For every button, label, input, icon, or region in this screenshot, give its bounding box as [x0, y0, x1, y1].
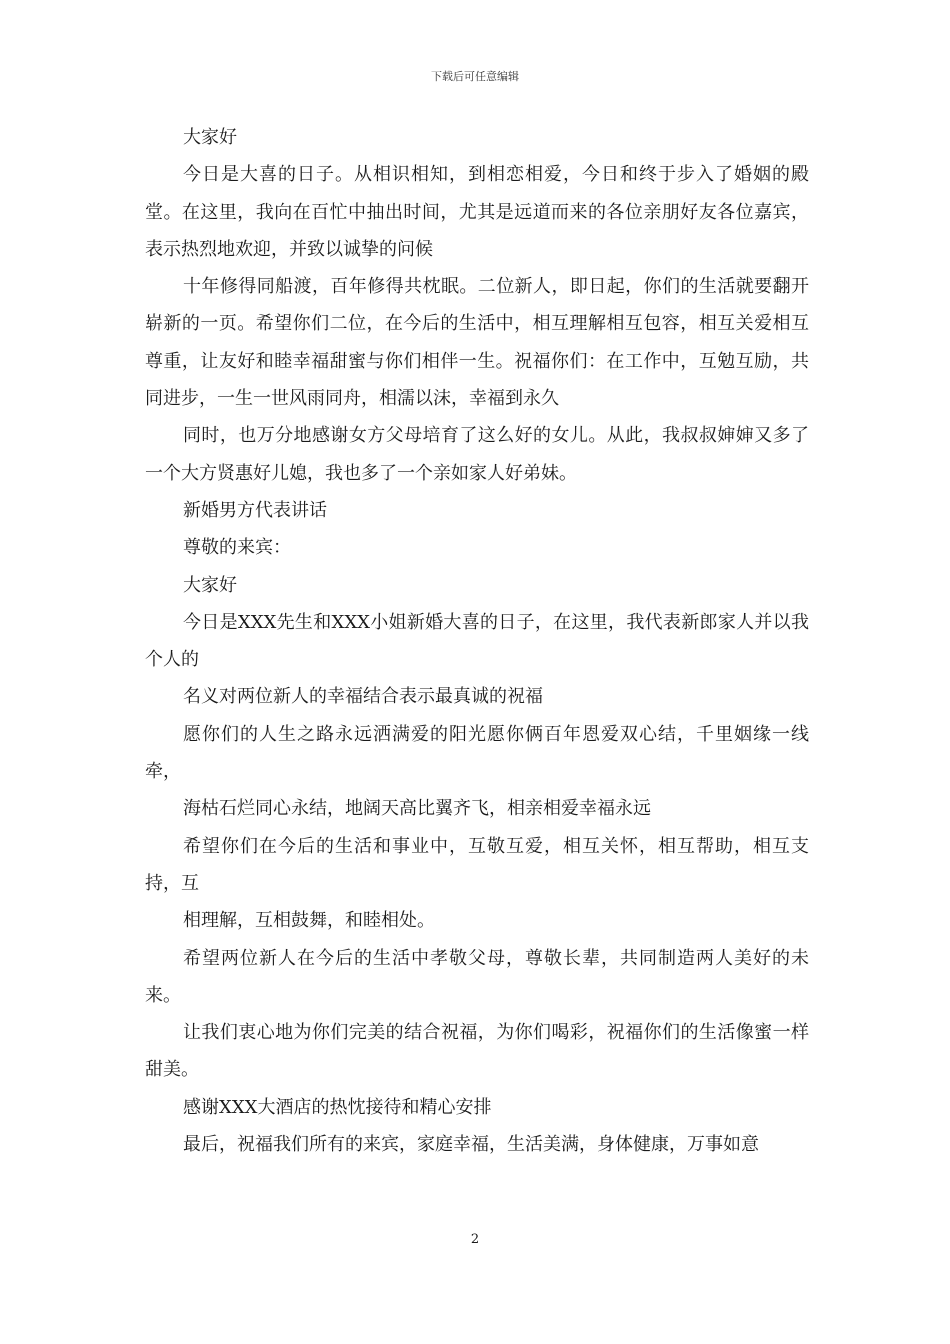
paragraph: 尊敬的来宾：: [183, 537, 291, 559]
paragraph: 海枯石烂同心永结，地阔天高比翼齐飞，相亲相爱幸福永远: [183, 798, 651, 820]
page-number: 2: [470, 1232, 480, 1247]
document-body: [145, 119, 809, 1163]
paragraph: 十年修得同船渡，百年修得共枕眠。二位新人，即日起，你们的生活就要翻开崭新的一页。希望你们二位，在今后的生活中，相互理解相互包容，相互关爱相互尊重，让友好和睦幸福甜蜜与你们相伴一生。祝福你们：在工作中，互勉互励，共同进步，一生一世风雨同舟，相濡以沫，幸福到永久: [145, 276, 809, 410]
paragraph: 大家好: [183, 574, 237, 596]
paragraph: 今日是XXX先生和XXX小姐新婚大喜的日子，在这里，我代表新郎家人并以我个人的: [145, 611, 809, 671]
paragraph: 大家好: [183, 127, 237, 148]
paragraph: 新婚男方代表讲话: [183, 499, 327, 521]
paragraph: 让我们衷心地为你们完美的结合祝福，为你们喝彩，祝福你们的生活像蜜一样甜美。: [145, 1022, 809, 1081]
page-header: 下载后可任意编辑: [431, 70, 519, 83]
paragraph: 同时，也万分地感谢女方父母培育了这么好的女儿。从此，我叔叔婶婶又多了一个大方贤惠好儿媳，我也多了一个亲如家人好弟妹。: [145, 425, 809, 484]
paragraph: 希望两位新人在今后的生活中孝敬父母，尊敬长辈，共同制造两人美好的未来。: [145, 947, 809, 1006]
paragraph: 最后，祝福我们所有的来宾，家庭幸福，生活美满，身体健康，万事如意: [183, 1134, 759, 1156]
paragraph: 希望你们在今后的生活和事业中，互敬互爱，相互关怀，相互帮助，相互支持，互: [145, 835, 809, 894]
paragraph: 愿你们的人生之路永远洒满爱的阳光愿你俩百年恩爱双心结，千里姻缘一线牵，: [145, 723, 809, 783]
paragraph: 今日是大喜的日子。从相识相知，到相恋相爱，今日和终于步入了婚姻的殿堂。在这里，我向在百忙中抽出时间，尤其是远道而来的各位亲朋好友各位嘉宾，表示热烈地欢迎，并致以诚挚的问候: [145, 164, 809, 260]
paragraph: 相理解，互相鼓舞，和睦相处。: [183, 910, 435, 932]
paragraph: 名义对两位新人的幸福结合表示最真诚的祝福: [183, 686, 543, 708]
paragraph: 感谢XXX大酒店的热忱接待和精心安排: [183, 1096, 492, 1118]
